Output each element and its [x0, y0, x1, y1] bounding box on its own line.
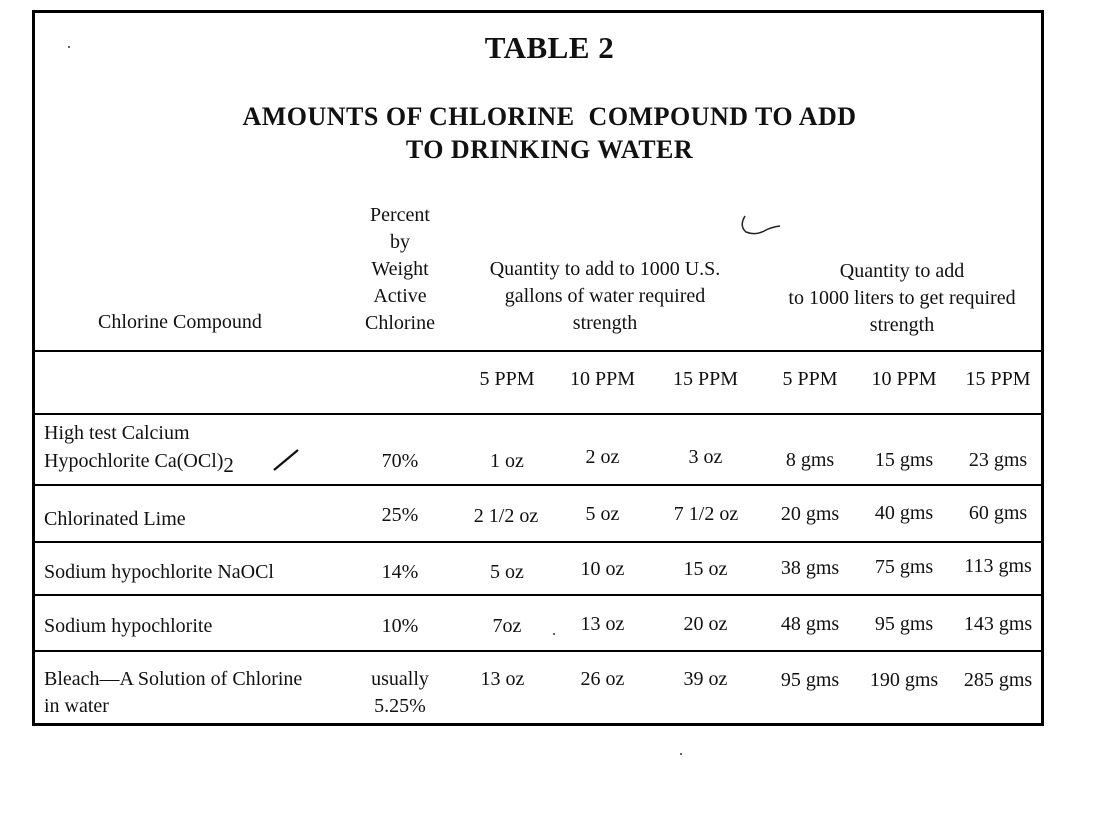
row-compound: Chlorinated Lime [44, 508, 186, 530]
header-percent [340, 202, 460, 337]
row-value: 48 gms [780, 613, 840, 635]
row-percent: 70% [381, 450, 419, 472]
row-percent-line: 5.25% [374, 695, 426, 717]
row-compound-line [44, 447, 234, 475]
row-value: 20 oz [683, 613, 728, 635]
row-value: 13 oz [580, 613, 625, 635]
scan-speck [553, 633, 555, 635]
row-compound-formula: Hypochlorite Ca(OCl) [44, 450, 224, 472]
row-value: 1 oz [490, 450, 524, 472]
row-value: 20 gms [780, 503, 840, 525]
ppm-header: 10 PPM [871, 368, 937, 390]
row-value: 15 oz [683, 558, 728, 580]
row-compound: Sodium hypochlorite NaOCl [44, 561, 274, 583]
header-liters [762, 258, 1042, 339]
header-percent-line: Weight [371, 258, 429, 280]
row-compound [44, 666, 302, 720]
rule-row [35, 484, 1043, 486]
row-value: 3 oz [688, 446, 723, 468]
header-gallons [455, 256, 755, 337]
row-value: 8 gms [785, 449, 835, 471]
header-liters-line: Quantity to add [839, 260, 965, 282]
rule-ppm [35, 413, 1043, 415]
row-value: 75 gms [874, 556, 934, 578]
row-value: 60 gms [968, 502, 1028, 524]
row-value: 2 1/2 oz [473, 505, 539, 527]
row-value: 190 gms [869, 669, 939, 691]
row-value: 285 gms [963, 669, 1033, 691]
ppm-header: 5 PPM [782, 368, 838, 390]
ppm-header: 5 PPM [479, 368, 535, 390]
row-percent: 10% [381, 615, 419, 637]
ppm-header: 10 PPM [569, 368, 636, 390]
table-title: TABLE 2 [484, 30, 615, 65]
row-value: 13 oz [480, 668, 525, 690]
row-value: 40 gms [874, 502, 934, 524]
row-value: 7 1/2 oz [673, 503, 739, 525]
row-value: 26 oz [580, 668, 625, 690]
header-liters-line: to 1000 liters to get required [788, 287, 1016, 309]
row-value: 38 gms [780, 557, 840, 579]
rule-header [35, 350, 1043, 352]
row-value: 5 oz [490, 561, 524, 583]
row-value: 7oz [492, 615, 522, 637]
header-compound: Chlorine Compound [98, 311, 262, 333]
scan-speck [680, 753, 682, 755]
row-percent: 14% [381, 561, 419, 583]
row-compound-line: High test Calcium [44, 422, 190, 444]
row-value: 10 oz [580, 558, 625, 580]
header-percent-line: Chlorine [365, 312, 435, 334]
header-percent-line: Percent [370, 204, 430, 226]
row-percent [340, 666, 460, 720]
header-gallons-line: gallons of water required [504, 285, 706, 307]
row-compound-line: in water [44, 695, 109, 717]
scan-speck [68, 46, 70, 48]
row-value: 15 gms [874, 449, 934, 471]
rule-row [35, 541, 1043, 543]
check-mark-icon [270, 446, 304, 474]
row-value: 113 gms [964, 555, 1032, 577]
table-subtitle [0, 100, 1099, 166]
row-value: 143 gms [963, 613, 1033, 635]
header-liters-line: strength [869, 314, 935, 336]
subtitle-line-2: TO DRINKING WATER [405, 135, 694, 164]
row-percent-line: usually [371, 668, 429, 690]
row-value: 23 gms [968, 449, 1028, 471]
row-value: 95 gms [780, 669, 840, 691]
header-gallons-line: strength [572, 312, 638, 334]
header-percent-line: Active [373, 285, 427, 307]
row-value: 95 gms [874, 613, 934, 635]
header-percent-line: by [390, 231, 410, 253]
row-compound: Sodium hypochlorite [44, 615, 213, 637]
header-gallons-line: Quantity to add to 1000 U.S. [489, 258, 721, 280]
ppm-header: 15 PPM [965, 368, 1031, 390]
row-value: 5 oz [585, 503, 620, 525]
ppm-header: 15 PPM [672, 368, 739, 390]
scan-mark-icon [736, 212, 786, 238]
row-compound [44, 420, 234, 475]
rule-row [35, 594, 1043, 596]
rule-row [35, 650, 1043, 652]
row-compound-line: Bleach—A Solution of Chlorine [44, 668, 303, 690]
row-value: 39 oz [683, 668, 728, 690]
row-value: 2 oz [585, 446, 620, 468]
row-compound-subscript: 2 [223, 453, 234, 477]
subtitle-line-1: AMOUNTS OF CHLORINE COMPOUND TO ADD [242, 102, 857, 131]
row-percent: 25% [381, 504, 419, 526]
